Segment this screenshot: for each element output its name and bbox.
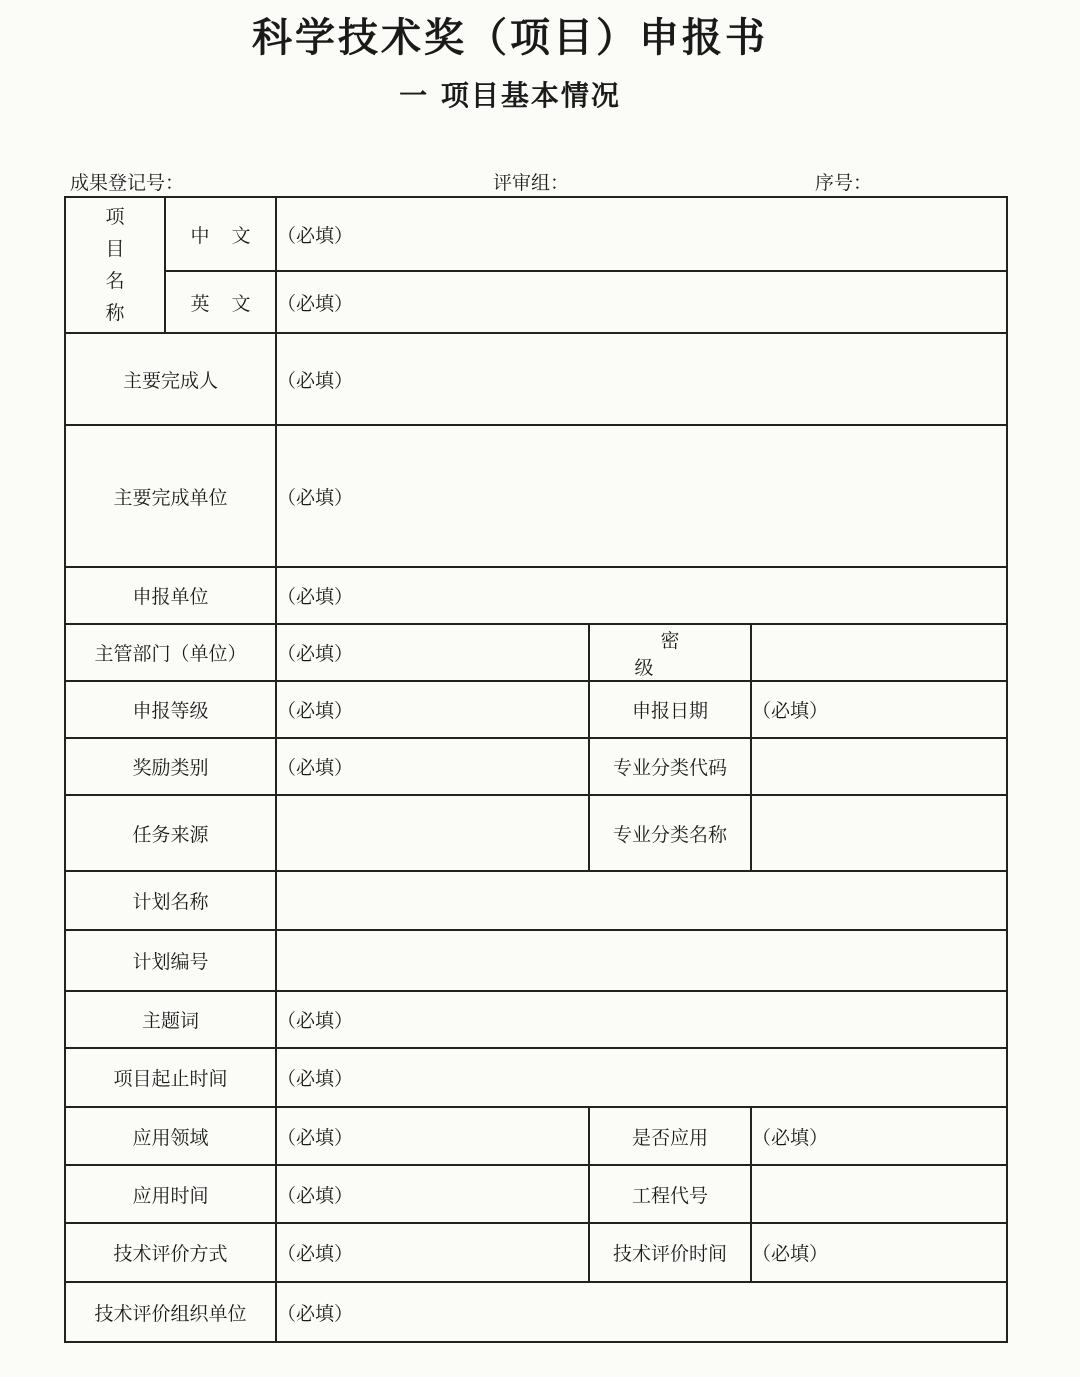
discipline-code-label: 专业分类代码: [589, 738, 751, 795]
main-contributors-field[interactable]: （必填）: [276, 333, 1007, 425]
application-field-field[interactable]: （必填）: [276, 1107, 589, 1165]
table-row: [65, 1048, 1007, 1107]
table-row: [65, 333, 1007, 425]
evaluation-method-label: 技术评价方式: [65, 1223, 276, 1282]
application-date-label: 申报日期: [589, 681, 751, 738]
table-row: [65, 930, 1007, 991]
registration-number-label: 成果登记号：: [70, 172, 185, 194]
table-row: [65, 871, 1007, 930]
table-row: [65, 1282, 1007, 1342]
applied-field[interactable]: （必填）: [751, 1107, 1007, 1165]
evaluation-method-field[interactable]: （必填）: [276, 1223, 589, 1282]
engineering-code-label: 工程代号: [589, 1165, 751, 1223]
application-field-label: 应用领域: [65, 1107, 276, 1165]
table-row: [65, 991, 1007, 1048]
table-row: [65, 624, 1007, 681]
english-name-field[interactable]: （必填）: [276, 271, 1007, 333]
evaluation-time-field[interactable]: （必填）: [751, 1223, 1007, 1282]
table-row: [65, 271, 1007, 333]
supervising-dept-field[interactable]: （必填）: [276, 624, 589, 681]
applying-unit-field[interactable]: （必填）: [276, 567, 1007, 624]
main-contributors-label: 主要完成人: [65, 333, 276, 425]
supervising-dept-label: 主管部门（单位）: [65, 624, 276, 681]
award-category-field[interactable]: （必填）: [276, 738, 589, 795]
table-row: [65, 795, 1007, 871]
discipline-code-field[interactable]: [751, 738, 1007, 795]
applying-unit-label: 申报单位: [65, 567, 276, 624]
main-units-field[interactable]: （必填）: [276, 425, 1007, 567]
table-row: [65, 1165, 1007, 1223]
application-time-field[interactable]: （必填）: [276, 1165, 589, 1223]
plan-number-field[interactable]: [276, 930, 1007, 991]
application-time-label: 应用时间: [65, 1165, 276, 1223]
plan-name-field[interactable]: [276, 871, 1007, 930]
table-row: [65, 425, 1007, 567]
application-level-label: 申报等级: [65, 681, 276, 738]
keywords-field[interactable]: （必填）: [276, 991, 1007, 1048]
table-row: [65, 1223, 1007, 1282]
main-units-label: 主要完成单位: [65, 425, 276, 567]
table-row: [65, 1107, 1007, 1165]
review-group-label: 评审组：: [493, 172, 570, 194]
discipline-name-label: 专业分类名称: [589, 795, 751, 871]
chinese-name-label: 中文: [165, 197, 276, 271]
keywords-label: 主题词: [65, 991, 276, 1048]
task-source-label: 任务来源: [65, 795, 276, 871]
application-date-field[interactable]: （必填）: [751, 681, 1007, 738]
evaluation-time-label: 技术评价时间: [589, 1223, 751, 1282]
award-category-label: 奖励类别: [65, 738, 276, 795]
table-row: [65, 197, 1007, 271]
project-name-label: 项 目 名 称: [65, 197, 165, 333]
project-period-field[interactable]: （必填）: [276, 1048, 1007, 1107]
application-level-field[interactable]: （必填）: [276, 681, 589, 738]
applied-label: 是否应用: [589, 1107, 751, 1165]
table-row: [65, 681, 1007, 738]
project-info-table: [64, 196, 1008, 1343]
plan-number-label: 计划编号: [65, 930, 276, 991]
secret-level-label: 密级: [589, 624, 751, 681]
engineering-code-field[interactable]: [751, 1165, 1007, 1223]
task-source-field[interactable]: [276, 795, 589, 871]
section-title: 一 项目基本情况: [399, 79, 621, 112]
table-row: [65, 738, 1007, 795]
english-name-label: 英文: [165, 271, 276, 333]
table-row: [65, 567, 1007, 624]
serial-number-label: 序号：: [815, 172, 873, 194]
evaluation-org-field[interactable]: （必填）: [276, 1282, 1007, 1342]
discipline-name-field[interactable]: [751, 795, 1007, 871]
project-period-label: 项目起止时间: [65, 1048, 276, 1107]
plan-name-label: 计划名称: [65, 871, 276, 930]
evaluation-org-label: 技术评价组织单位: [65, 1282, 276, 1342]
chinese-name-field[interactable]: （必填）: [276, 197, 1007, 271]
document-title: 科学技术奖（项目）申报书: [252, 15, 768, 61]
secret-level-field[interactable]: [751, 624, 1007, 681]
